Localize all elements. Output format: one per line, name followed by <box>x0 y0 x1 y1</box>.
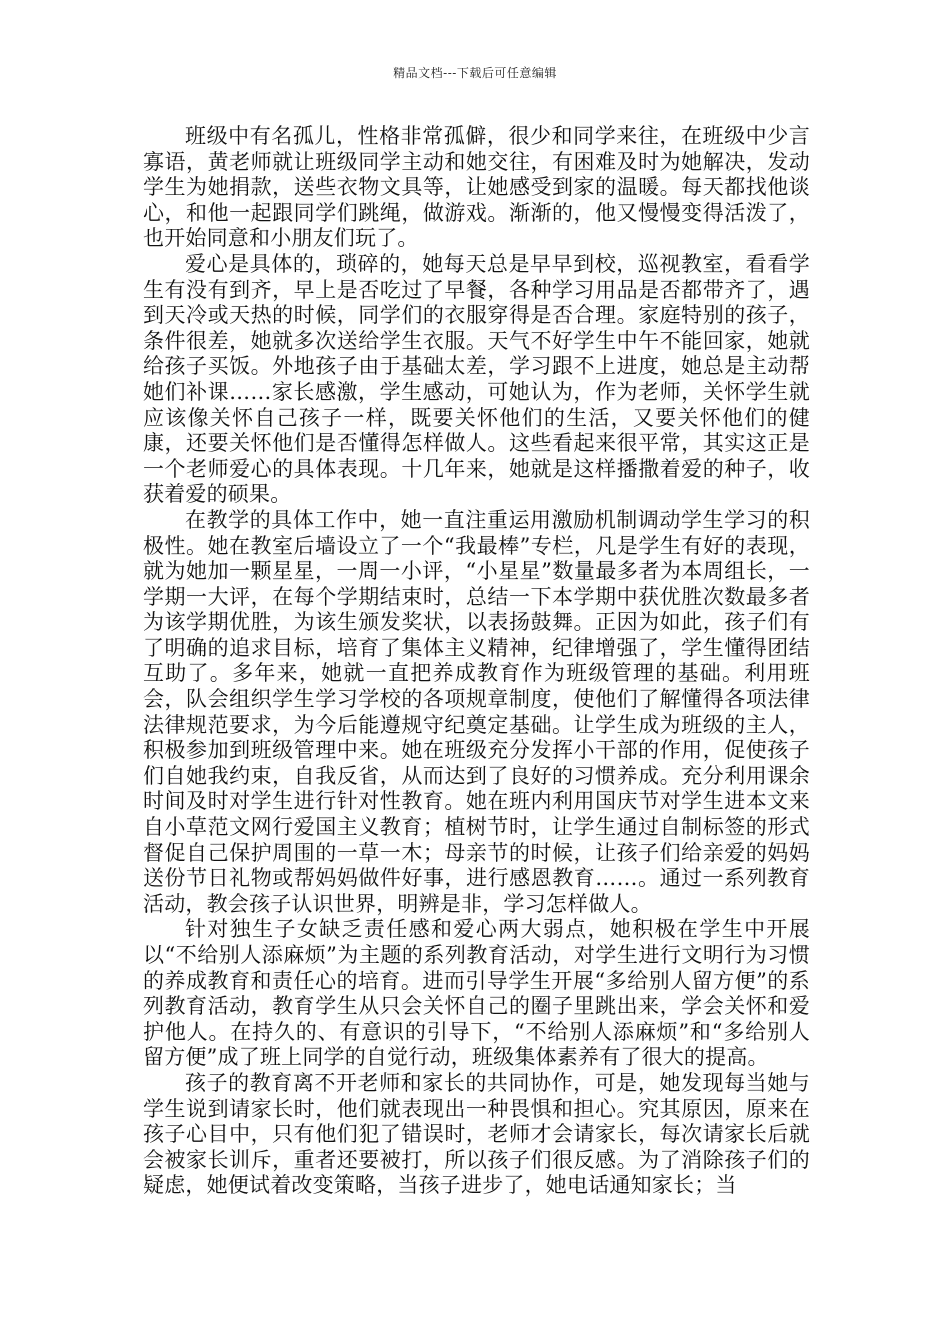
paragraph-love-details: 爱心是具体的，琐碎的，她每天总是早早到校，巡视教室，看看学生有没有到齐，早上是否吃过了早餐，各种学习用品是否都带齐了，遇到天冷或天热的时候，同学们的衣服穿得是否合理。家庭特别的孩子，条件很差，她就多次送给学生衣服。天气不好学生中午不能回家，她就给孩子买饭。外地孩子由于基础太差，学习跟不上进度，她总是主动帮她们补课……家长感激，学生感动，可她认为，作为老师，关怀学生就应该像关怀自己孩子一样，既要关怀他们的生活，又要关怀他们的健康，还要关怀他们是否懂得怎样做人。这些看起来很平常，其实这正是一个老师爱心的具体表现。十几年来，她就是这样播撒着爱的种子，收获着爱的硕果。 <box>143 251 810 507</box>
page-header: 精品文档---下载后可任意编辑 <box>393 66 557 80</box>
paragraph-responsibility-education: 针对独生子女缺乏责任感和爱心两大弱点，她积极在学生中开展以“不给别人添麻烦”为主题的系列教育活动，对学生进行文明行为习惯的养成教育和责任心的培育。进而引导学生开展“多给别人留方便”的系列教育活动，教育学生从只会关怀自己的圈子里跳出来，学会关怀和爱护他人。在持久的、有意识的引导下，“不给别人添麻烦”和“多给别人留方便”成了班上同学的自觉行动，班级集体素养有了很大的提高。 <box>143 917 810 1070</box>
document-body <box>143 124 810 1199</box>
paragraph-parent-cooperation: 孩子的教育离不开老师和家长的共同协作，可是，她发现每当她与学生说到请家长时，他们就表现出一种畏惧和担心。究其原因，原来在孩子心目中，只有他们犯了错误时，老师才会请家长，每次请家长后就会被家长训斥，重者还要被打，所以孩子们很反感。为了消除孩子们的疑虑，她便试着改变策略，当孩子进步了，她电话通知家长；当 <box>143 1070 810 1198</box>
paragraph-incentive-mechanism: 在教学的具体工作中，她一直注重运用激励机制调动学生学习的积极性。她在教室后墙设立了一个“我最棒”专栏，凡是学生有好的表现，就为她加一颗星星，一周一小评，“小星星”数量最多者为本周组长，一学期一大评，在每个学期结束时，总结一下本学期中获优胜次数最多者为该学期优胜，为该生颁发奖状，以表扬鼓舞。正因为如此，孩子们有了明确的追求目标，培育了集体主义精神，纪律增强了，学生懂得团结互助了。多年来，她就一直把养成教育作为班级管理的基础。利用班会，队会组织学生学习学校的各项规章制度，使他们了解懂得各项法律法律规范要求，为今后能遵规守纪奠定基础。让学生成为班级的主人，积极参加到班级管理中来。她在班级充分发挥小干部的作用，促使孩子们自她我约束，自我反省，从而达到了良好的习惯养成。充分利用课余时间及时对学生进行针对性教育。她在班内利用国庆节对学生进本文来自小草范文网行爱国主义教育；植树节时，让学生通过自制标签的形式督促自己保护周围的一草一木；母亲节的时候，让孩子们给亲爱的妈妈送份节日礼物或帮妈妈做件好事，进行感恩教育……。通过一系列教育活动，教会孩子认识世界，明辨是非，学习怎样做人。 <box>143 507 810 916</box>
paragraph-orphan-care: 班级中有名孤儿，性格非常孤僻，很少和同学来往，在班级中少言寡语，黄老师就让班级同学主动和她交往，有困难及时为她解决，发动学生为她捐款，送些衣物文具等，让她感受到家的温暖。每天都找他谈心，和他一起跟同学们跳绳，做游戏。渐渐的，他又慢慢变得活泼了，也开始同意和小朋友们玩了。 <box>143 124 810 251</box>
